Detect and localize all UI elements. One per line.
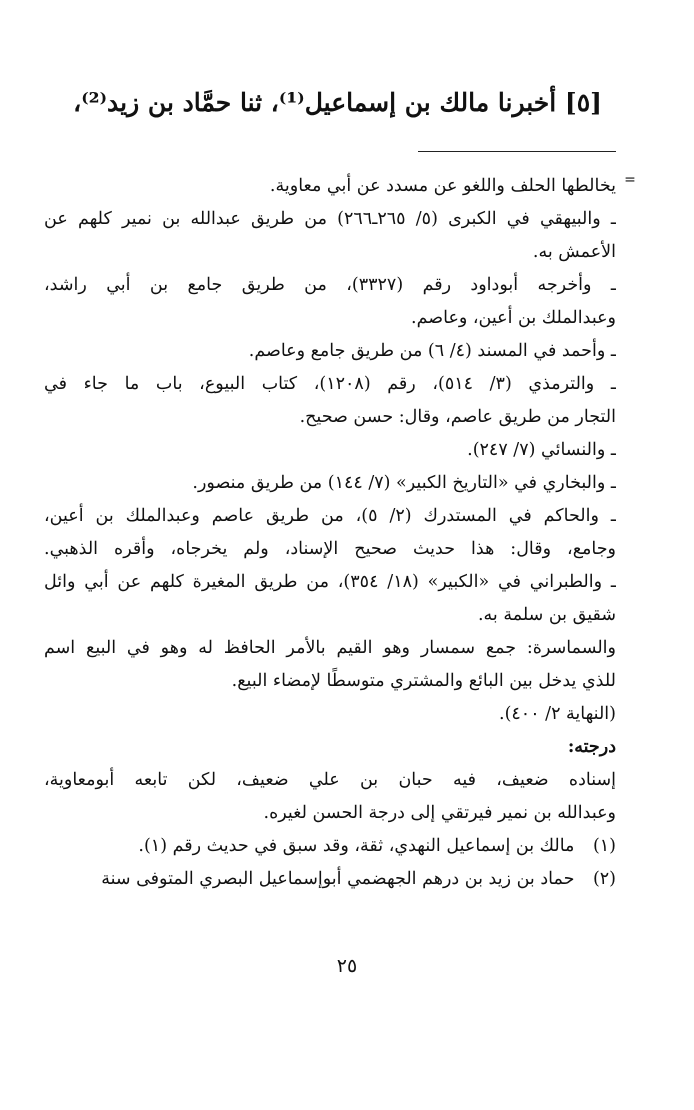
text-line: ـ والبيهقي في الكبرى (٥/ ٢٦٥ـ٢٦٦) من طريق عبدالله بن نمير كلهم عن — [44, 209, 616, 229]
footnote-1 — [44, 830, 616, 863]
text-line: ـ وأحمد في المسند (٤/ ٦) من طريق جامع وعاصم. — [248, 341, 616, 361]
text-line: ـ والبخاري في «التاريخ الكبير» (٧/ ١٤٤) من طريق منصور. — [192, 473, 616, 493]
continuation-marker: = — [624, 172, 636, 188]
text-line: ـ وأخرجه أبوداود رقم (٣٣٢٧)، من طريق جامع بن أبي راشد، — [44, 275, 616, 295]
text-line: وعبدالملك بن أعين، وعاصم. — [411, 308, 616, 328]
page-number: ٢٥ — [336, 955, 358, 977]
text-line: ـ والترمذي (٣/ ٥١٤)، رقم (١٢٠٨)، كتاب البيوع، باب ما جاء في — [44, 374, 616, 394]
text-line: شقيق بن سلمة به. — [477, 605, 616, 625]
footnote-number: (٢) — [592, 869, 616, 889]
footnote-body — [44, 170, 616, 896]
hadith-heading — [42, 86, 602, 120]
hadith-heading-text: [٥] أخبرنا مالك بن إسماعيل⁽¹⁾، ثنا حمَّاد بن زيد⁽²⁾، — [73, 88, 602, 117]
text-line: للذي يدخل بين البائع والمشتري متوسطًا لإمضاء البيع. — [231, 671, 616, 691]
text-line: والسماسرة: جمع سمسار وهو القيم بالأمر الحافظ له وهو في البيع اسم — [44, 638, 616, 658]
text-line: وعبدالله بن نمير فيرتقي إلى درجة الحسن لغيره. — [263, 803, 616, 823]
text-line: الأعمش به. — [532, 242, 616, 262]
footnote-text: مالك بن إسماعيل النهدي، ثقة، وقد سبق في حديث رقم (١). — [138, 836, 575, 856]
text-line: ـ والحاكم في المستدرك (٢/ ٥)، من طريق عاصم وعبدالملك بن أعين، — [44, 506, 616, 526]
grade-heading: درجته: — [567, 737, 616, 757]
footnote-text: حماد بن زيد بن درهم الجهضمي أبوإسماعيل البصري المتوفى سنة — [101, 869, 575, 889]
text-line: (النهاية ٢/ ٤٠٠). — [499, 704, 616, 724]
text-line: وجامع، وقال: هذا حديث صحيح الإسناد، ولم يخرجاه، وأقره الذهبي. — [44, 539, 616, 559]
footnote-separator-rule — [418, 151, 616, 152]
text-line: التجار من طريق عاصم، وقال: حسن صحيح. — [299, 407, 616, 427]
text-line: ـ والنسائي (٧/ ٢٤٧). — [467, 440, 616, 460]
footnote-number: (١) — [592, 836, 616, 856]
footnote-2 — [44, 863, 616, 896]
text-line: إسناده ضعيف، فيه حبان بن علي ضعيف، لكن تابعه أبومعاوية، — [44, 770, 616, 790]
text-line: يخالطها الحلف واللغو عن مسدد عن أبي معاوية. — [269, 176, 616, 196]
text-line: ـ والطبراني في «الكبير» (١٨/ ٣٥٤)، من طريق المغيرة كلهم عن أبي وائل — [44, 572, 616, 592]
